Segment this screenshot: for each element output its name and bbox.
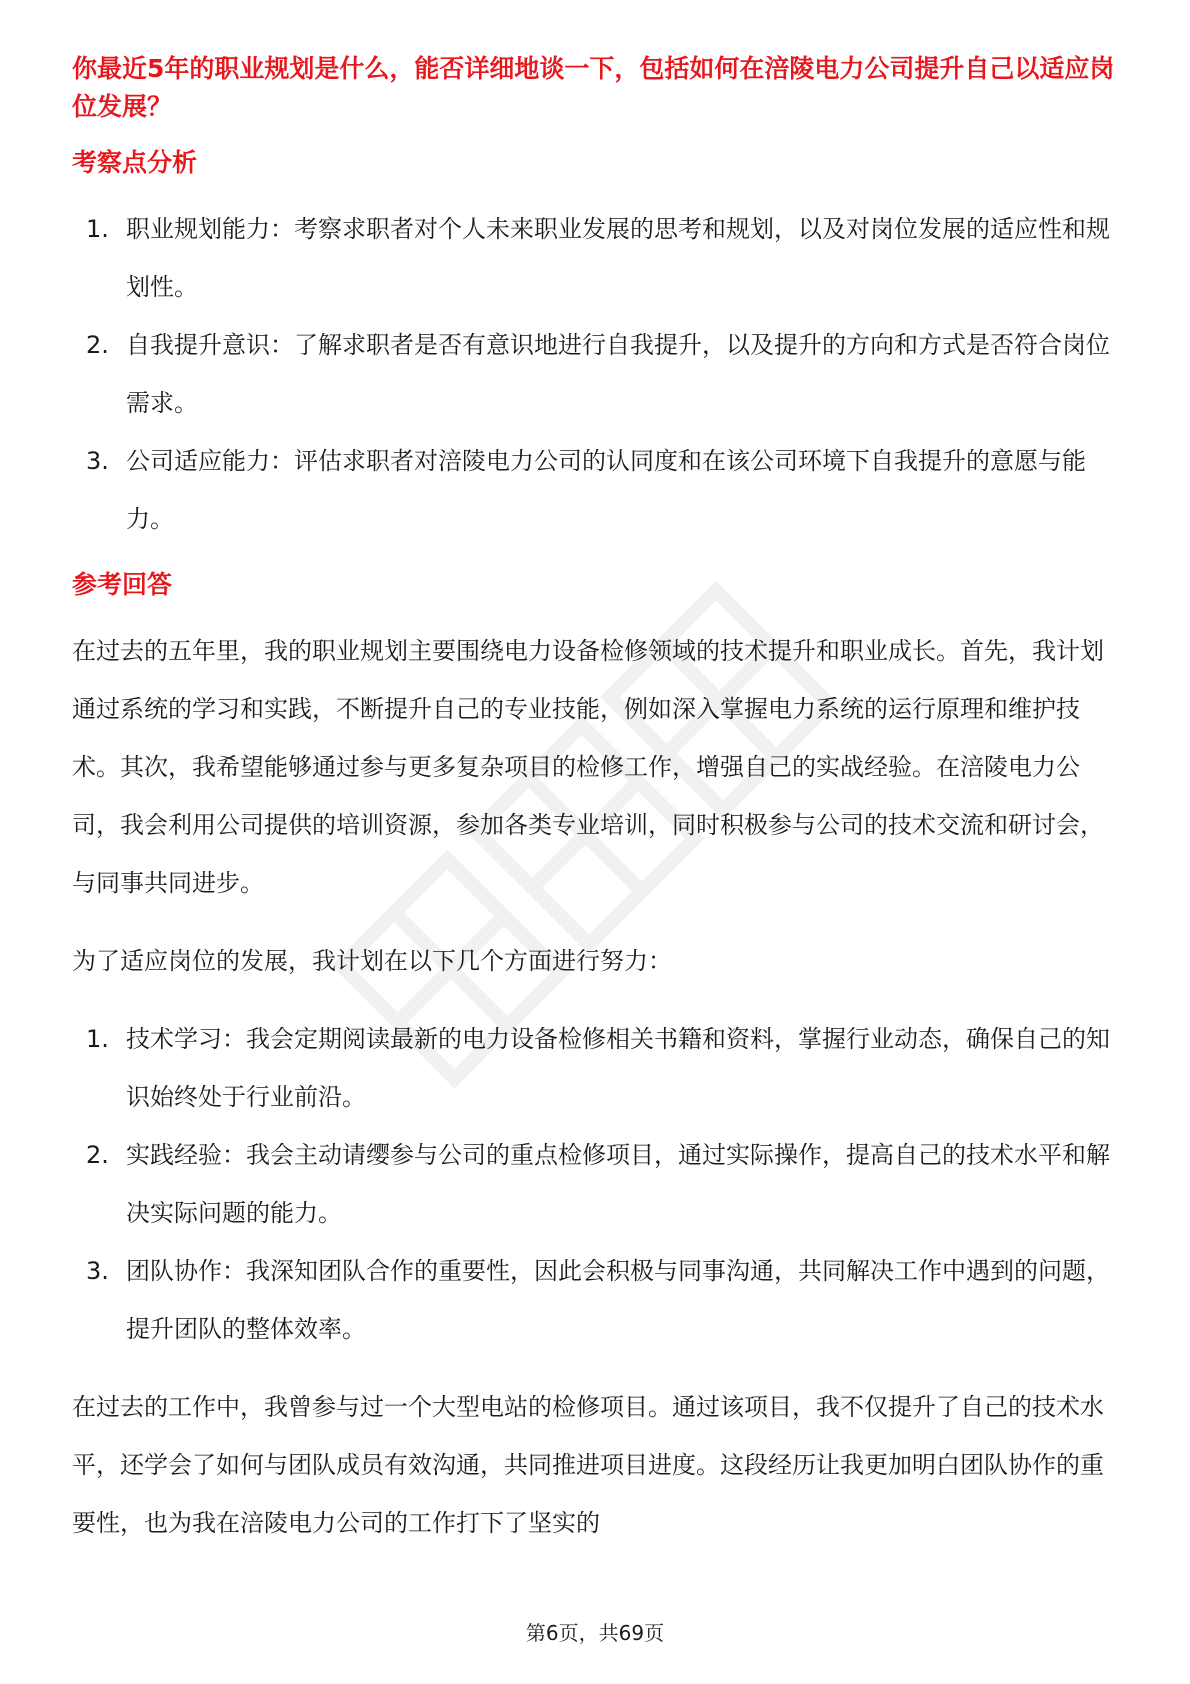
question-title: 你最近5年的职业规划是什么，能否详细地谈一下，包括如何在涪陵电力公司提升自己以适应岗位发展？ bbox=[72, 54, 1115, 121]
list-item-text: 团队协作：我深知团队合作的重要性，因此会积极与同事沟通，共同解决工作中遇到的问题，提升团队的整体效率。 bbox=[126, 1257, 1110, 1343]
answer-paragraph-1: 在过去的五年里，我的职业规划主要围绕电力设备检修领域的技术提升和职业成长。首先，我计划通过系统的学习和实践，不断提升自己的专业技能，例如深入掌握电力系统的运行原理和维护技术。其次，我希望能够通过参与更多复杂项目的检修工作，增强自己的实战经验。在涪陵电力公司，我会利用公司提供的培训资源，参加各类专业培训，同时积极参与公司的技术交流和研讨会，与同事共同进步。 bbox=[72, 637, 1104, 897]
list-item bbox=[72, 1242, 1118, 1358]
list-item bbox=[72, 200, 1118, 316]
list-item bbox=[72, 316, 1118, 432]
list-number: 3. bbox=[86, 447, 109, 475]
list-number: 2. bbox=[86, 331, 109, 359]
list-item-text: 职业规划能力：考察求职者对个人未来职业发展的思考和规划，以及对岗位发展的适应性和规划性。 bbox=[126, 215, 1110, 301]
document-page bbox=[72, 50, 1118, 1552]
list-item-text: 实践经验：我会主动请缨参与公司的重点检修项目，通过实际操作，提高自己的技术水平和解决实际问题的能力。 bbox=[126, 1141, 1110, 1227]
list-number: 3. bbox=[86, 1257, 109, 1285]
list-item bbox=[72, 1126, 1118, 1242]
list-item-text: 自我提升意识：了解求职者是否有意识地进行自我提升，以及提升的方向和方式是否符合岗位需求。 bbox=[126, 331, 1110, 417]
list-number: 2. bbox=[86, 1141, 109, 1169]
list-number: 1. bbox=[86, 1025, 109, 1053]
list-item-text: 公司适应能力：评估求职者对涪陵电力公司的认同度和在该公司环境下自我提升的意愿与能力。 bbox=[126, 447, 1086, 533]
answer-heading: 参考回答 bbox=[72, 570, 173, 599]
page-footer: 第6页，共69页 bbox=[525, 1621, 665, 1645]
answer-paragraph-2: 为了适应岗位的发展，我计划在以下几个方面进行努力： bbox=[72, 947, 672, 975]
list-item-text: 技术学习：我会定期阅读最新的电力设备检修相关书籍和资料，掌握行业动态，确保自己的知识始终处于行业前沿。 bbox=[126, 1025, 1110, 1111]
list-item bbox=[72, 432, 1118, 548]
analysis-list bbox=[72, 200, 1118, 548]
list-item bbox=[72, 1010, 1118, 1126]
analysis-heading: 考察点分析 bbox=[72, 148, 198, 177]
answer-list bbox=[72, 1010, 1118, 1358]
answer-paragraph-3: 在过去的工作中，我曾参与过一个大型电站的检修项目。通过该项目，我不仅提升了自己的技术水平，还学会了如何与团队成员有效沟通，共同推进项目进度。这段经历让我更加明白团队协作的重要性，也为我在涪陵电力公司的工作打下了坚实的 bbox=[72, 1393, 1104, 1537]
list-number: 1. bbox=[86, 215, 109, 243]
